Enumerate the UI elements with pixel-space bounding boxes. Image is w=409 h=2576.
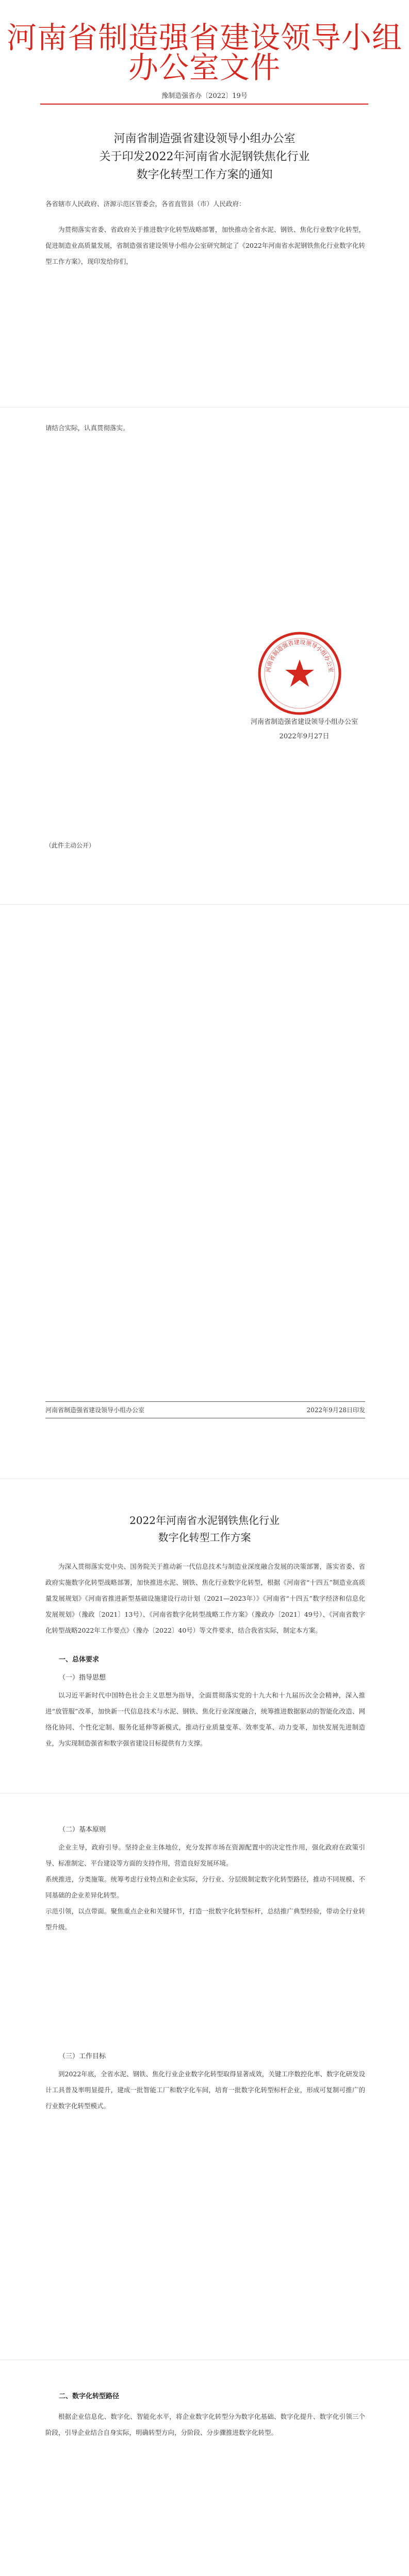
official-seal-icon	[256, 630, 343, 717]
notice-title-line3: 数字化转型工作方案的通知	[136, 168, 273, 181]
footer-org: 河南省制造强省建设领导小组办公室	[45, 1406, 145, 1414]
red-separator-line	[40, 104, 368, 105]
section-1-3-heading: （三）工作目标	[59, 2053, 106, 2060]
notice-date: 2022年9月27日	[279, 733, 330, 740]
footer-rule-top	[45, 1401, 365, 1402]
section-2-text: 根据企业信息化、数字化、智能化水平，将企业数字化转型分为数字化基础、数字化提升、数字化引领三个阶段，引导企业结合自身实际，明确转型方向，分阶段、分步骤推进数字化转型。	[45, 2413, 365, 2436]
section-1-2-text: 企业主导，政府引导。坚持企业主体地位，充分发挥市场在资源配置中的决定性作用，强化政府在政策引导、标准制定、平台建设等方面的支持作用，营造良好发展环境。 系统推进，分类施策。统筹考虑行业特点和企业实际，分行业、分层级制定数字化转型路径，推动不同规模、不同基础的企业差异化转型。 示范引领，以点带面。聚焦重点企业和关键环节，打造一批数字化转型标杆，总结推广典型经验，带动全行业转型升级。	[45, 1843, 365, 1931]
section-2-heading: 二、数字化转型路径	[59, 2393, 120, 2400]
section-1-2-heading: （二）基本原则	[59, 1826, 106, 1834]
notice-body-paragraph-1: 为贯彻落实省委、省政府关于推进数字化转型战略部署，加快推动全省水泥、钢铁、焦化行业数字化转型，促进制造业高质量发展，省制造强省建设领导小组办公室研究制定了《2022年河南省水泥钢铁焦化行业数字化转型工作方案》，现印发给你们，	[45, 226, 365, 265]
notice-issuer: 河南省制造强省建设领导小组办公室	[250, 718, 358, 726]
footer-print-row	[45, 1405, 365, 1414]
plan-intro: 为深入贯彻落实党中央、国务院关于推动新一代信息技术与制造业深度融合发展的决策部署，落实省委、省政府实施数字化转型战略部署，加快推进水泥、钢铁、焦化行业数字化转型，根据《河南省“十四五”制造业高质量发展规划》《河南省推进新型基础设施建设行动计划（2021—2023年）》《河南省“十四五”数字经济和信息化发展规划》（豫政〔2021〕13号）、《河南省数字化转型战略工作方案》（豫政办〔2021〕49号）、《河南省数字化转型战略2022年工作要点》（豫办〔2022〕40号）等文件要求，结合我省实际，制定本方案。	[45, 1563, 365, 1634]
page-break	[0, 407, 409, 408]
section-1-heading: 一、总体要求	[59, 1656, 100, 1664]
notice-title-line1: 河南省制造强省建设领导小组办公室	[113, 132, 296, 145]
document-number: 豫制造强省办〔2022〕19号	[161, 92, 248, 100]
section-1-3-text: 到2022年底，全省水泥、钢铁、焦化行业企业数字化转型取得显著成效，关键工序数控化率、数字化研发设计工具普及率明显提升，建成一批智能工厂和数字化车间，培育一批数字化转型标杆企业，形成可复制可推广的行业数字化转型模式。	[45, 2070, 365, 2110]
section-1-1-heading: （一）指导思想	[59, 1674, 106, 1682]
disclosure-note: （此件主动公开）	[45, 842, 95, 849]
footer-print-date: 2022年9月28日印发	[306, 1406, 365, 1414]
section-1-1-text: 以习近平新时代中国特色社会主义思想为指导，全面贯彻落实党的十九大和十九届历次全会精神，深入推进“放管服”改革，加快新一代信息技术与水泥、钢铁、焦化行业深度融合，统筹推进数据驱动的智能化改造、网络化协同、个性化定制、服务化延伸等新模式，推动行业质量变革、效率变革、动力变革，加快发展先进制造业，为实现制造强省和数字强省建设目标提供有力支撑。	[45, 1691, 365, 1747]
notice-title-line2: 关于印发2022年河南省水泥钢铁焦化行业	[99, 150, 310, 163]
red-header-title: 河南省制造强省建设领导小组办公室文件	[6, 20, 402, 85]
page-break	[0, 904, 409, 905]
notice-body-paragraph-2: 请结合实际，认真贯彻落实。	[45, 424, 129, 432]
seal-text: 河南省制造强省建设领导小组办公室	[265, 638, 335, 673]
plan-title-line1: 2022年河南省水泥钢铁焦化行业	[129, 1514, 280, 1527]
plan-title-line2: 数字化转型工作方案	[158, 1531, 251, 1544]
notice-recipients: 各省辖市人民政府、济源示范区管委会，各省直管县（市）人民政府：	[45, 200, 246, 208]
